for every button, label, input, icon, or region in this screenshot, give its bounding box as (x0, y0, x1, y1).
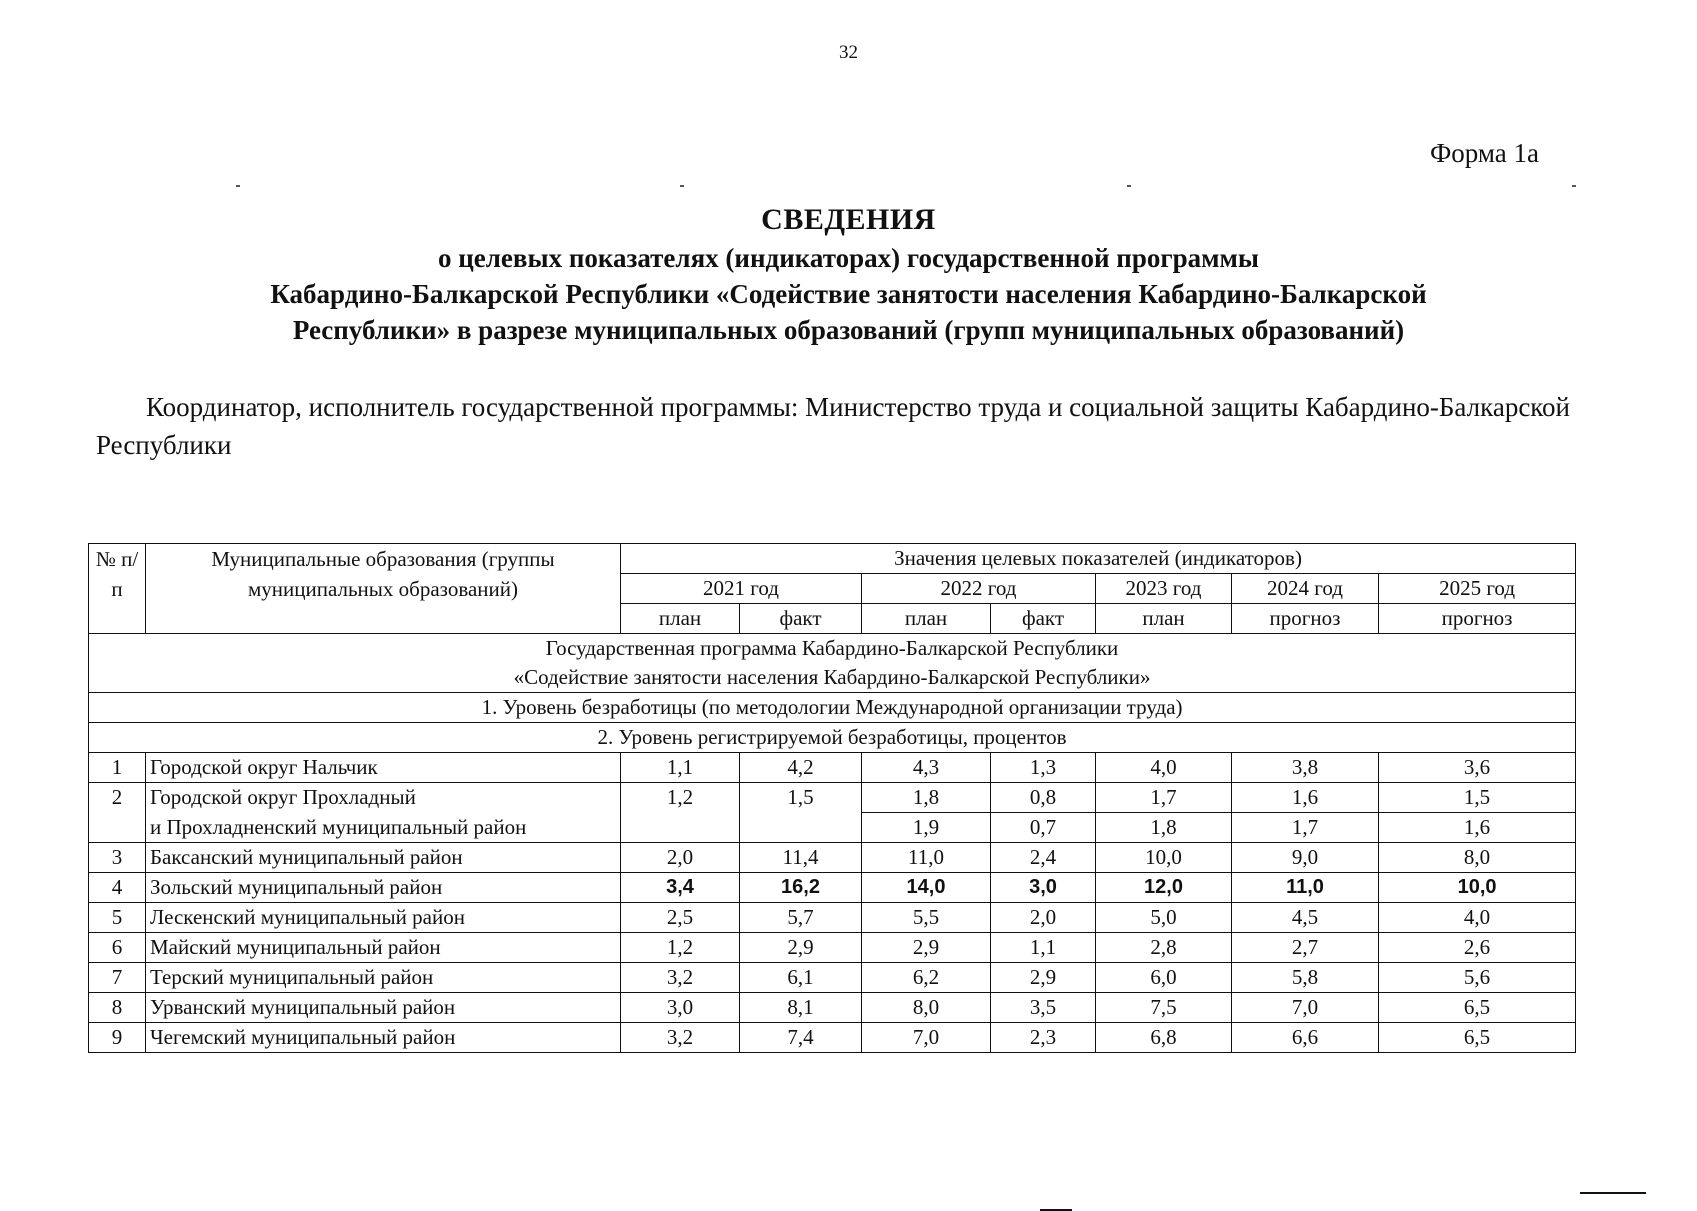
cell-value: 1,7 (1096, 783, 1232, 813)
cell-value: 1,1 (991, 933, 1096, 963)
cell-value: 4,3 (862, 753, 991, 783)
cell-value: 6,0 (1096, 963, 1232, 993)
cell-value: 3,8 (1232, 753, 1379, 783)
cell-value: 8,1 (740, 993, 862, 1023)
cell-value: 7,0 (862, 1023, 991, 1053)
cell-value: 5,7 (740, 903, 862, 933)
cell-value: 6,1 (740, 963, 862, 993)
row-no: 4 (89, 873, 146, 903)
form-label: Форма 1а (1429, 138, 1539, 168)
cell-value: 1,5 (1379, 783, 1576, 813)
header-year-2024: 2024 год (1232, 574, 1379, 604)
title-line-3: Республики» в разрезе муниципальных образований (групп муниципальных образований) (292, 315, 1405, 345)
table-row (89, 993, 1576, 1023)
page-number: 32 (839, 42, 858, 63)
cell-value: 2,7 (1232, 933, 1379, 963)
cell-value: 0,8 (991, 783, 1096, 813)
cell-value (740, 813, 862, 843)
header-sub: факт (740, 604, 862, 634)
cell-value: 6,2 (862, 963, 991, 993)
cell-value: 1,3 (991, 753, 1096, 783)
title-line-1: о целевых показателях (индикаторах) государственной программы (437, 243, 1259, 273)
header-municipal: Муниципальные образования (группы муниципальных образований) (146, 544, 621, 634)
cell-value: 2,9 (862, 933, 991, 963)
cell-value: 8,0 (862, 993, 991, 1023)
row-no: 2 (89, 783, 146, 843)
row-name: Терский муниципальный район (146, 963, 621, 993)
header-sub: прогноз (1379, 604, 1576, 634)
row-no: 1 (89, 753, 146, 783)
row-name: Урванский муниципальный район (146, 993, 621, 1023)
header-sub: план (621, 604, 740, 634)
program-title-line-2: «Содействие занятости населения Кабардино-Балкарской Республики» (513, 665, 1151, 689)
table-row (89, 903, 1576, 933)
cell-value: 0,7 (991, 813, 1096, 843)
row-no: 5 (89, 903, 146, 933)
cell-value: 6,8 (1096, 1023, 1232, 1053)
row-name: Чегемский муниципальный район (146, 1023, 621, 1053)
cell-value: 5,5 (862, 903, 991, 933)
row-no: 9 (89, 1023, 146, 1053)
cell-value: 1,2 (621, 933, 740, 963)
cell-value: 3,2 (621, 963, 740, 993)
document-title (0, 200, 1697, 348)
cell-value: 14,0 (862, 873, 991, 903)
cell-value: 6,5 (1379, 1023, 1576, 1053)
cell-value: 10,0 (1379, 873, 1576, 903)
cell-value: 2,0 (991, 903, 1096, 933)
cell-value: 3,5 (991, 993, 1096, 1023)
header-sub: прогноз (1232, 604, 1379, 634)
cell-value: 4,2 (740, 753, 862, 783)
header-year-2025: 2025 год (1379, 574, 1576, 604)
cell-value: 5,6 (1379, 963, 1576, 993)
table-body (89, 753, 1576, 1053)
row-name: Городской округ Прохладный (146, 783, 621, 813)
cell-value: 9,0 (1232, 843, 1379, 873)
cell-value: 1,8 (1096, 813, 1232, 843)
cell-value: 11,4 (740, 843, 862, 873)
cell-value: 8,0 (1379, 843, 1576, 873)
cell-value: 2,4 (991, 843, 1096, 873)
cell-value: 7,0 (1232, 993, 1379, 1023)
cell-value: 1,2 (621, 783, 740, 813)
cell-value: 1,9 (862, 813, 991, 843)
title-line-2: Кабардино-Балкарской Республики «Содействие занятости населения Кабардино-Балкарской (270, 279, 1427, 309)
cell-value: 5,0 (1096, 903, 1232, 933)
cell-value: 1,6 (1232, 783, 1379, 813)
cell-value: 2,3 (991, 1023, 1096, 1053)
row-name: Баксанский муниципальный район (146, 843, 621, 873)
scan-speck (1572, 185, 1576, 187)
row-no: 7 (89, 963, 146, 993)
row-name: Зольский муниципальный район (146, 873, 621, 903)
program-title-line-1: Государственная программа Кабардино-Балкарской Республики (545, 636, 1119, 660)
row-no: 8 (89, 993, 146, 1023)
cell-value: 3,0 (991, 873, 1096, 903)
header-year-2022: 2022 год (862, 574, 1096, 604)
table-row (89, 843, 1576, 873)
cell-value: 4,0 (1379, 903, 1576, 933)
row-name: Майский муниципальный район (146, 933, 621, 963)
cell-value: 2,5 (621, 903, 740, 933)
cell-value: 1,8 (862, 783, 991, 813)
row-name: и Прохладненский муниципальный район (146, 813, 621, 843)
header-year-2023: 2023 год (1096, 574, 1232, 604)
cell-value: 3,0 (621, 993, 740, 1023)
cell-value: 3,4 (621, 873, 740, 903)
header-year-2021: 2021 год (621, 574, 862, 604)
cell-value: 10,0 (1096, 843, 1232, 873)
table-row (89, 873, 1576, 903)
scan-speck (236, 185, 240, 187)
program-title-cell (89, 634, 1576, 693)
header-sub: план (1096, 604, 1232, 634)
cell-value: 1,7 (1232, 813, 1379, 843)
header-no: № п/п (89, 544, 146, 634)
cell-value: 1,6 (1379, 813, 1576, 843)
cell-value (621, 813, 740, 843)
cell-value: 11,0 (862, 843, 991, 873)
header-sub: план (862, 604, 991, 634)
cell-value: 2,8 (1096, 933, 1232, 963)
cell-value: 1,1 (621, 753, 740, 783)
cell-value: 4,0 (1096, 753, 1232, 783)
cell-value: 12,0 (1096, 873, 1232, 903)
table-row (89, 963, 1576, 993)
cell-value: 6,5 (1379, 993, 1576, 1023)
table-row (89, 813, 1576, 843)
cell-value: 2,9 (740, 933, 862, 963)
cell-value: 2,0 (621, 843, 740, 873)
cell-value: 3,6 (1379, 753, 1576, 783)
cell-value: 3,2 (621, 1023, 740, 1053)
indicators-table (88, 543, 1576, 1053)
cell-value: 2,9 (991, 963, 1096, 993)
header-values: Значения целевых показателей (индикаторов) (621, 544, 1576, 574)
row-no: 3 (89, 843, 146, 873)
table-row (89, 753, 1576, 783)
title-main: СВЕДЕНИЯ (761, 203, 936, 236)
row-name: Городской округ Нальчик (146, 753, 621, 783)
scan-line (1580, 1192, 1646, 1194)
section-2-header: 2. Уровень регистрируемой безработицы, процентов (89, 723, 1576, 753)
table-row (89, 783, 1576, 813)
cell-value: 1,5 (740, 783, 862, 813)
scan-speck (1127, 185, 1131, 187)
section-1-header: 1. Уровень безработицы (по методологии Международной организации труда) (89, 693, 1576, 723)
header-sub: факт (991, 604, 1096, 634)
cell-value: 11,0 (1232, 873, 1379, 903)
cell-value: 2,6 (1379, 933, 1576, 963)
cell-value: 16,2 (740, 873, 862, 903)
coordinator-text: Координатор, исполнитель государственной программы: Министерство труда и социальной защиты Кабардино-Балкарской Республики (96, 392, 1570, 460)
cell-value: 4,5 (1232, 903, 1379, 933)
table-row (89, 933, 1576, 963)
cell-value: 6,6 (1232, 1023, 1379, 1053)
cell-value: 7,5 (1096, 993, 1232, 1023)
cell-value: 7,4 (740, 1023, 862, 1053)
row-name: Лескенский муниципальный район (146, 903, 621, 933)
row-no: 6 (89, 933, 146, 963)
table-row (89, 1023, 1576, 1053)
cell-value: 5,8 (1232, 963, 1379, 993)
scan-speck (680, 185, 684, 187)
